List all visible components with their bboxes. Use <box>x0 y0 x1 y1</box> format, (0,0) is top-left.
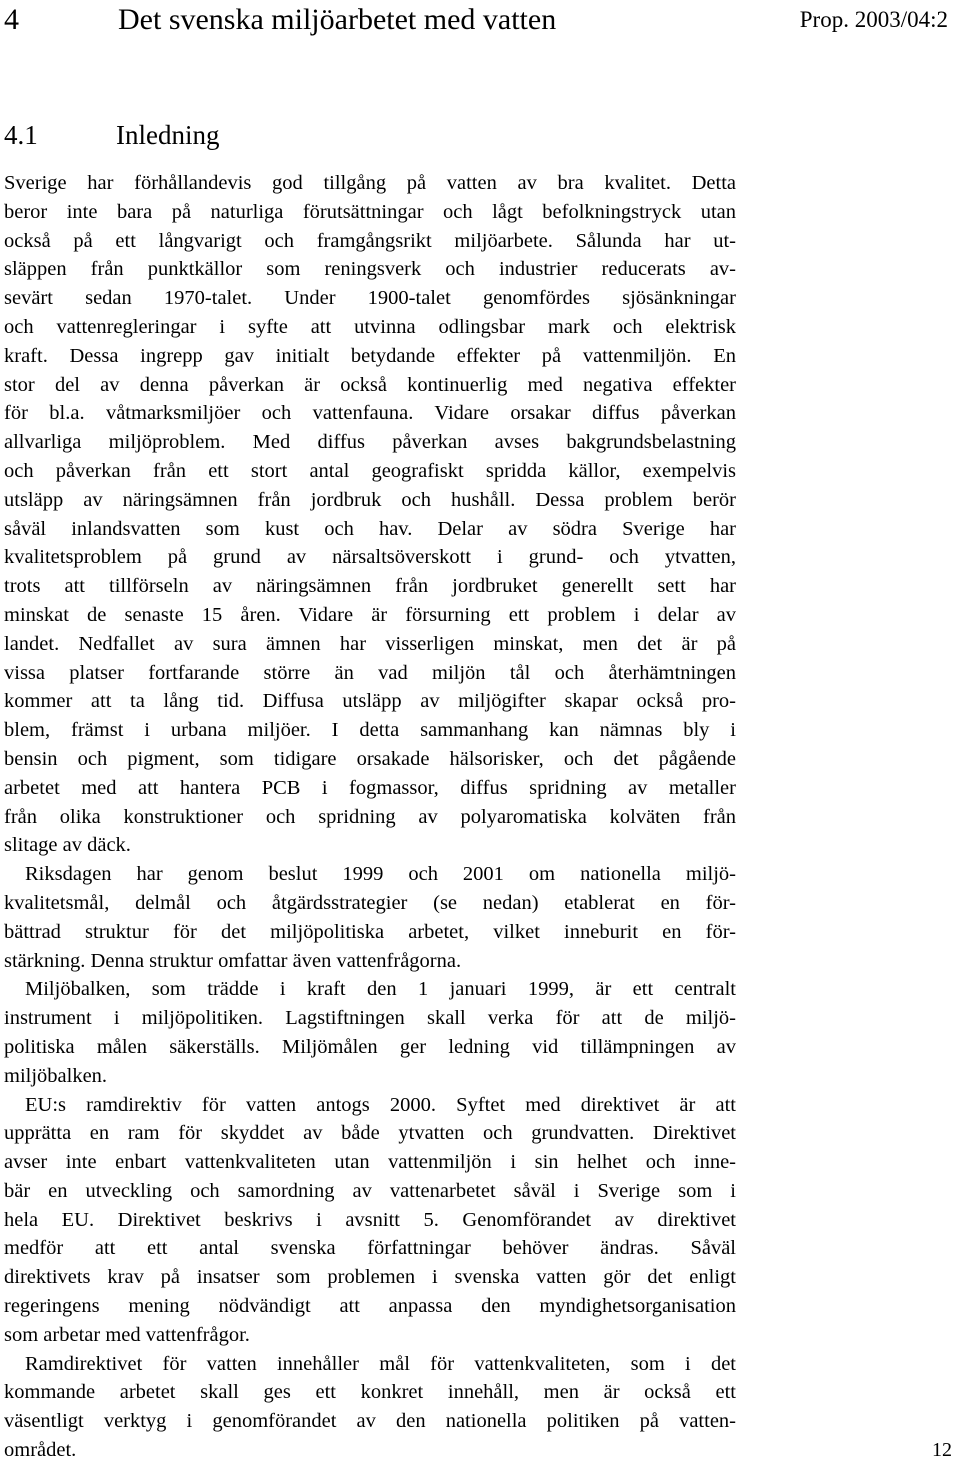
text-line: medför att ett antal svenska författningar behöver ändras. Såväl <box>4 1237 736 1260</box>
body-text <box>4 169 736 1465</box>
text-line: för bl.a. våtmarksmiljöer och vattenfauna. Vidare orsakar diffus påverkan <box>4 402 736 425</box>
text-line: Miljöbalken, som trädde i kraft den 1 januari 1999, är ett centralt <box>25 978 736 1001</box>
text-line: Riksdagen har genom beslut 1999 och 2001 om nationella miljö- <box>25 863 736 886</box>
text-line: och påverkan från ett stort antal geografiskt spridda källor, exempelvis <box>4 459 736 482</box>
text-line: trots att tillförseln av näringsämnen från jordbruket generellt sett har <box>4 575 736 598</box>
text-line: såväl inlandsvatten som kust och hav. Delar av södra Sverige har <box>4 517 736 540</box>
text-line: från olika konstruktioner och spridning av polyaromatiska kolväten från <box>4 805 736 828</box>
text-line: utsläpp av näringsämnen från jordbruk och hushåll. Dessa problem berör <box>4 488 736 511</box>
text-line: stor del av denna påverkan är också kontinuerlig med negativa effekter <box>4 373 736 396</box>
text-line: kommande arbetet skall ges ett konkret innehåll, men är också ett <box>4 1381 736 1404</box>
section-title: Inledning <box>116 120 220 150</box>
text-line: väsentligt verktyg i genomförandet av den nationella politiken på vatten- <box>4 1410 736 1433</box>
text-line: politiska målen säkerställs. Miljömålen ger ledning vid tillämpningen av <box>4 1035 736 1058</box>
text-line: bättrad struktur för det miljöpolitiska arbetet, vilket inneburit en för- <box>4 920 736 943</box>
text-line: direktivets krav på insatser som problemen i svenska vatten gör det enligt <box>4 1266 736 1289</box>
text-line: kvalitetsproblem på grund av närsaltsöverskott i grund- och ytvatten, <box>4 546 736 569</box>
text-line: bensin och pigment, som tidigare orsakade hälsorisker, och det pågående <box>4 747 736 770</box>
text-line: upprätta en ram för skyddet av både ytvatten och grundvatten. Direktivet <box>4 1122 736 1145</box>
text-line: minskat de senaste 15 åren. Vidare är försurning ett problem i delar av <box>4 603 736 626</box>
text-line: blem, främst i urbana miljöer. I detta sammanhang kan nämnas bly i <box>4 719 736 742</box>
text-line: kvalitetsmål, delmål och åtgärdsstrategier (se nedan) etablerat en för- <box>4 891 736 914</box>
text-line: arbetet med att hantera PCB i fogmassor, diffus spridning av metaller <box>4 776 736 799</box>
text-line: Ramdirektivet för vatten innehåller mål för vattenkvaliteten, som i det <box>25 1352 736 1375</box>
text-line: instrument i miljöpolitiken. Lagstiftningen skall verka för att de miljö- <box>4 1007 736 1030</box>
text-line: bär en utveckling och samordning av vattenarbetet såväl i Sverige som i <box>4 1179 736 1202</box>
text-line: också på ett långvarigt och framgångsrikt miljöarbete. Sålunda har ut- <box>4 229 736 252</box>
text-line: och vattenregleringar i syfte att utvinna odlingsbar mark och elektrisk <box>4 315 736 338</box>
proposition-reference: Prop. 2003/04:2 <box>799 7 948 32</box>
text-line: hela EU. Direktivet beskrivs i avsnitt 5. Genomförandet av direktivet <box>4 1208 736 1231</box>
text-line: beror inte bara på naturliga förutsättningar och lågt befolkningstryck utan <box>4 200 736 223</box>
page-header <box>0 0 960 40</box>
text-line: sevärt sedan 1970-talet. Under 1900-talet genomfördes sjösänkningar <box>4 287 736 310</box>
text-line: vissa platser fortfarande större än vad miljön tål och återhämtningen <box>4 661 736 684</box>
text-line: avser inte enbart vattenkvaliteten utan vattenmiljön i sin helhet och inne- <box>4 1151 736 1174</box>
text-line: EU:s ramdirektiv för vatten antogs 2000. Syftet med direktivet är att <box>25 1093 736 1116</box>
text-line: miljöbalken. <box>4 1064 108 1087</box>
chapter-number: 4 <box>4 3 19 36</box>
text-line: stärkning. Denna struktur omfattar även vattenfrågorna. <box>4 949 462 972</box>
text-line: området. <box>4 1439 77 1462</box>
text-line: kommer att ta lång tid. Diffusa utsläpp av miljögifter skapar också pro- <box>4 690 736 713</box>
text-line: regeringens mening nödvändigt att anpassa den myndighetsorganisation <box>4 1295 736 1318</box>
text-line: släppen från punktkällor som reningsverk och industrier reducerats av- <box>4 258 736 281</box>
text-line: Sverige har förhållandevis god tillgång på vatten av bra kvalitet. Detta <box>4 172 736 194</box>
text-line: landet. Nedfallet av sura ämnen har visserligen minskat, men det är på <box>4 632 736 655</box>
text-line: allvarliga miljöproblem. Med diffus påverkan avses bakgrundsbelastning <box>4 431 736 454</box>
text-line: kraft. Dessa ingrepp gav initialt betydande effekter på vattenmiljön. En <box>4 344 736 367</box>
text-line: som arbetar med vattenfrågor. <box>4 1323 250 1346</box>
text-line: slitage av däck. <box>4 834 131 857</box>
section-number: 4.1 <box>4 120 38 150</box>
page-number: 12 <box>932 1439 952 1461</box>
chapter-title: Det svenska miljöarbetet med vatten <box>118 3 557 36</box>
